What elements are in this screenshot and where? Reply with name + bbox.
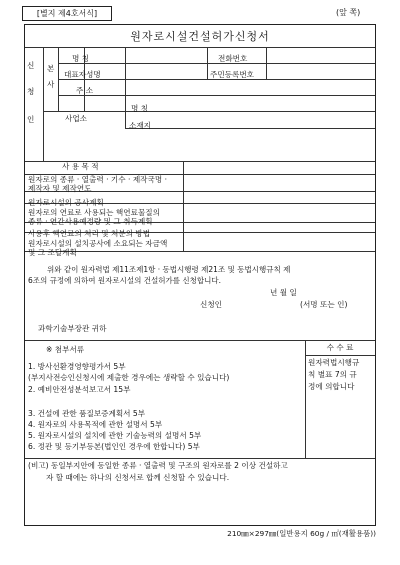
site-location-field[interactable]	[160, 112, 373, 127]
fee-title: 수 수 료	[326, 343, 354, 352]
remark-line-1: (비고) 동일부지안에 동일한 종류 · 열출력 및 구조의 원자로를 2 이상 건설하고	[28, 461, 288, 470]
phone-field[interactable]	[266, 47, 374, 62]
attachment-item: 2. 예비안전성분석보고서 15부	[28, 385, 131, 394]
address-label: 주 소	[76, 86, 94, 95]
attachment-item: 1. 방사선환경영향평가서 5부	[28, 362, 126, 371]
applicant-name-field[interactable]	[125, 47, 205, 62]
fee-line-1: 원자력법시행규	[308, 358, 360, 367]
phone-label: 전화번호	[218, 54, 248, 63]
page-side-label: (앞 쪽)	[336, 8, 361, 17]
site-label: 사업소	[65, 114, 88, 123]
representative-label: 대표자성명	[64, 70, 101, 79]
funding-label-2: 및 그 조달계획	[28, 248, 77, 257]
statement-line-2: 6조의 규정에 의하여 원자로시설의 건설허가를 신청합니다.	[28, 276, 221, 285]
paper-spec-footer: 210㎜×297㎜(일반용지 60g / ㎡(재활용품))	[227, 529, 376, 538]
addressee-label: 과학기술부장관 귀하	[38, 324, 107, 333]
funding-label-1: 원자로시설의 설치공사에 소요되는 자금액	[28, 239, 168, 248]
signer-label: 신청인	[200, 300, 223, 309]
fee-line-3: 정에 의합니다	[308, 382, 355, 391]
name-label: 명 칭	[72, 54, 90, 63]
hq-label-1: 본	[47, 64, 55, 73]
fuel-label-2: 종류 · 연간사용예정량 및 그 취득계획	[28, 217, 153, 226]
attachment-item: (부지사전승인신청시에 제출한 경우에는 생략할 수 있습니다)	[28, 373, 230, 382]
reactor-type-label-2: 제작자 및 제작연도	[28, 184, 92, 193]
fuel-label-1: 원자로의 연료로 사용되는 핵연료물질의	[28, 208, 160, 217]
site-name-label: 명 칭	[131, 104, 149, 113]
attachment-item: 4. 원자로의 사용목적에 관한 설명서 5부	[28, 420, 163, 429]
signature-label: (서명 또는 인)	[300, 300, 348, 309]
attachment-item: 6. 정관 및 등기부등본(법인인 경우에 한합니다) 5부	[28, 442, 200, 451]
site-name-field[interactable]	[160, 96, 373, 111]
rrn-label: 주민등록번호	[210, 70, 255, 79]
representative-field[interactable]	[125, 63, 205, 78]
form-title: 원자로시설건설허가신청서	[130, 30, 270, 43]
address-field[interactable]	[125, 79, 373, 94]
date-line: 년 월 일	[270, 288, 297, 297]
statement-line-1: 위와 같이 원자력법 제11조제1항 · 동법시행령 제21조 및 동법시행규칙 제	[47, 265, 291, 274]
form-number-tag: [별지 제4호서식]	[22, 6, 112, 21]
hq-label-2: 사	[47, 80, 55, 89]
site-location-label: 소재지	[129, 121, 152, 130]
construction-plan-label: 원자로시설의 공사계획	[28, 198, 104, 207]
attachment-item: 3. 건설에 관한 품질보증계획서 5부	[28, 409, 146, 418]
spent-fuel-label: 사용후 핵연료의 처리 및 처분의 방법	[28, 229, 151, 238]
attachment-item: 5. 원자로시설의 설치에 관한 기술능력의 설명서 5부	[28, 431, 202, 440]
applicant-label-3: 인	[27, 115, 35, 124]
fee-line-2: 칙 별표 7의 규	[308, 370, 357, 379]
applicant-label-2: 청	[27, 87, 35, 96]
attachments-title: ※ 첨부서류	[46, 345, 85, 354]
rrn-field[interactable]	[266, 63, 374, 78]
reactor-type-label-1: 원자로의 종류 · 열출력 · 기수 · 제작국명 ·	[28, 175, 167, 184]
purpose-label: 사 용 목 적	[62, 162, 99, 171]
remark-line-2: 자 할 때에는 하나의 신청서로 합께 신청할 수 있습니다.	[46, 473, 230, 482]
applicant-label-1: 신	[27, 61, 35, 70]
